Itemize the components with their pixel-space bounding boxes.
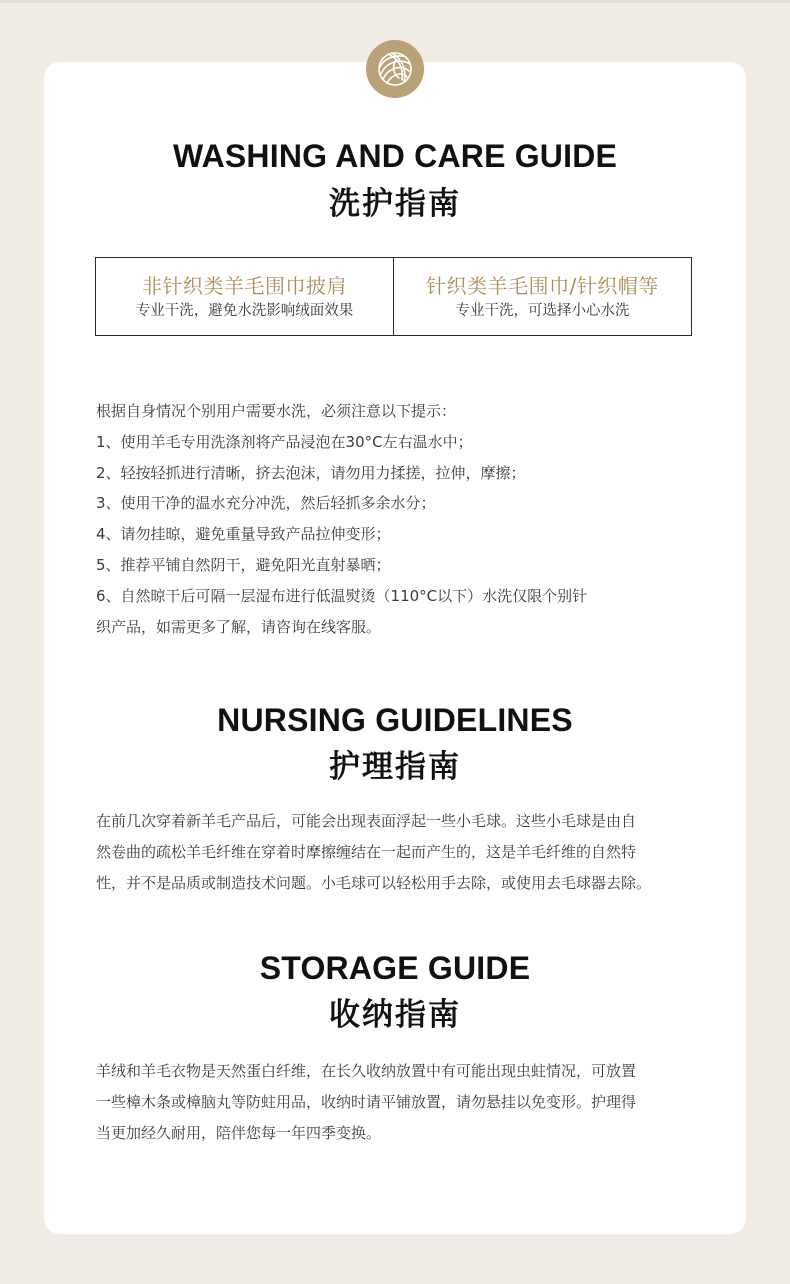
text-line: 2、轻按轻抓进行清晰，挤去泡沫，请勿用力揉搓，拉伸，摩擦；	[96, 463, 526, 482]
text-line: 织产品，如需更多了解，请咨询在线客服。	[96, 617, 382, 636]
cell-description: 专业干洗，避免水洗影响绒面效果	[135, 303, 354, 319]
top-divider	[0, 0, 790, 3]
text-line: 在前几次穿着新羊毛产品后，可能会出现表面浮起一些小毛球。这些小毛球是由自	[96, 812, 637, 830]
table-cell-non-knit	[96, 258, 393, 335]
text-line: 6、自然晾干后可隔一层湿布进行低温熨烫（110°C以下）水洗仅限个别针	[96, 586, 588, 605]
nursing-title-en: NURSING GUIDELINES	[217, 702, 573, 738]
storage-title-en: STORAGE GUIDE	[259, 950, 531, 986]
washing-title-cn: 洗护指南	[329, 186, 461, 222]
nursing-text	[96, 806, 716, 898]
washing-title-en: WASHING AND CARE GUIDE	[172, 138, 618, 174]
text-line: 一些樟木条或樟脑丸等防蛀用品，收纳时请平铺放置，请勿悬挂以免变形。护理得	[96, 1092, 637, 1111]
text-line: 5、推荐平铺自然阴干，避免阳光直射暴晒；	[96, 555, 391, 574]
text-line: 3、使用干净的温水充分冲洗，然后轻抓多余水分；	[96, 494, 436, 513]
wool-ball-icon	[366, 40, 424, 98]
cell-title: 针织类羊毛围巾/针织帽等	[426, 274, 659, 298]
washing-instructions	[96, 396, 716, 642]
cell-title: 非针织类羊毛围巾披肩	[142, 274, 347, 298]
nursing-title-cn: 护理指南	[329, 749, 461, 785]
care-type-table	[95, 257, 692, 336]
text-line: 羊绒和羊毛衣物是天然蛋白纤维，在长久收纳放置中有可能出现虫蛀情况，可放置	[96, 1062, 637, 1080]
storage-text	[96, 1056, 716, 1148]
text-line: 然卷曲的疏松羊毛纤维在穿着时摩擦缠结在一起而产生的，这是羊毛纤维的自然特	[96, 842, 637, 861]
cell-description: 专业干洗，可选择小心水洗	[455, 303, 630, 319]
text-line: 性，并不是品质或制造技术问题。小毛球可以轻松用手去除，或使用去毛球器去除。	[96, 873, 652, 892]
table-cell-knit	[393, 258, 691, 335]
text-line: 1、使用羊毛专用洗涤剂将产品浸泡在30°C左右温水中；	[96, 432, 473, 451]
text-line: 当更加经久耐用，陪伴您每一年四季变换。	[96, 1123, 382, 1142]
text-line: 根据自身情况个别用户需要水洗，必须注意以下提示：	[96, 402, 457, 420]
storage-title-cn: 收纳指南	[329, 997, 461, 1033]
text-line: 4、请勿挂晾，避免重量导致产品拉伸变形；	[96, 525, 391, 544]
